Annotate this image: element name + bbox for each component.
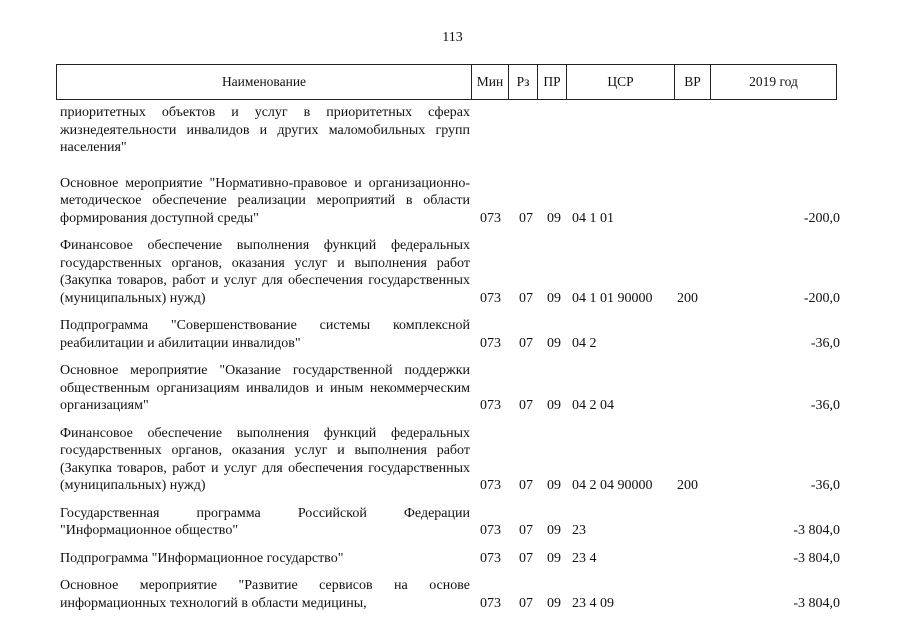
row-pr: 09 [547, 210, 561, 226]
row-min: 073 [480, 595, 501, 611]
row-pr: 09 [547, 478, 561, 493]
row-csr: 23 [572, 523, 586, 538]
page-number: 113 [442, 30, 463, 45]
table-row [60, 505, 840, 540]
row-pr: 09 [547, 595, 561, 611]
row-value: -3 804,0 [793, 595, 840, 611]
row-name: приоритетных объектов и услуг в приоритетных сферах жизнедеятельности инвалидов и других маломобильных групп населения" [60, 105, 470, 155]
row-value: -200,0 [803, 210, 840, 226]
table-row [60, 550, 840, 568]
row-pr: 09 [547, 290, 561, 306]
row-rz: 07 [519, 290, 533, 306]
table-body [60, 104, 840, 612]
row-vr: 200 [677, 478, 698, 493]
row-min: 073 [480, 398, 501, 413]
row-name: Государственная программа Российской Федерации "Информационное общество" [60, 505, 470, 538]
row-pr: 09 [547, 335, 561, 351]
row-csr: 04 2 [572, 335, 597, 351]
table-header [56, 64, 837, 100]
header-name: Наименование [57, 65, 472, 100]
row-min: 073 [480, 335, 501, 351]
row-value: -36,0 [810, 335, 840, 351]
header-vr: ВР [675, 65, 711, 100]
row-min: 073 [480, 550, 501, 566]
row-vr: 200 [677, 290, 698, 306]
row-name: Подпрограмма "Совершенствование системы комплексной реабилитации и абилитации инвалидов" [60, 318, 470, 351]
row-pr: 09 [547, 398, 561, 413]
row-pr: 09 [547, 550, 561, 566]
row-rz: 07 [519, 523, 533, 538]
header-rz: Рз [509, 65, 538, 100]
row-rz: 07 [519, 478, 533, 493]
row-min: 073 [480, 478, 501, 493]
row-csr: 04 2 04 [572, 398, 614, 413]
row-name: Основное мероприятие "Нормативно-правовое и организационно-методическое обеспечение реализации мероприятий в области формирования доступной среды" [60, 175, 470, 226]
row-value: -3 804,0 [793, 523, 840, 538]
row-rz: 07 [519, 550, 533, 566]
header-min: Мин [472, 65, 509, 100]
header-csr: ЦСР [567, 65, 675, 100]
table-row [60, 104, 840, 157]
row-name: Основное мероприятие "Оказание государственной поддержки общественным организациям инвалидов и иным некоммерческим организациям" [60, 363, 470, 413]
header-pr: ПР [538, 65, 567, 100]
row-pr: 09 [547, 523, 561, 538]
row-rz: 07 [519, 398, 533, 413]
row-name: Финансовое обеспечение выполнения функций федеральных государственных органов, оказания услуг и выполнения работ (Закупка товаров, работ и услуг для обеспечения государственных (муниципальных) нужд) [60, 238, 470, 306]
row-value: -36,0 [810, 398, 840, 413]
row-rz: 07 [519, 595, 533, 611]
row-rz: 07 [519, 210, 533, 226]
table-row [60, 577, 840, 612]
row-min: 073 [480, 290, 501, 306]
row-value: -36,0 [810, 478, 840, 493]
table-row [60, 425, 840, 495]
row-csr: 23 4 [572, 550, 597, 566]
row-value: -3 804,0 [793, 550, 840, 566]
row-csr: 04 1 01 90000 [572, 290, 653, 306]
row-name: Финансовое обеспечение выполнения функций федеральных государственных органов, оказания услуг и выполнения работ (Закупка товаров, работ и услуг для обеспечения государственных (муниципальных) нужд) [60, 425, 470, 493]
row-rz: 07 [519, 335, 533, 351]
row-csr: 23 4 09 [572, 595, 614, 611]
header-year: 2019 год [711, 65, 837, 100]
row-min: 073 [480, 523, 501, 538]
row-csr: 04 2 04 90000 [572, 478, 653, 493]
row-min: 073 [480, 210, 501, 226]
table-row [60, 175, 840, 228]
row-name: Подпрограмма "Информационное государство" [60, 550, 344, 566]
row-value: -200,0 [803, 290, 840, 306]
table-row [60, 317, 840, 352]
row-name: Основное мероприятие "Развитие сервисов на основе информационных технологий в области медицины, [60, 578, 470, 611]
row-csr: 04 1 01 [572, 210, 614, 226]
table-row [60, 237, 840, 307]
table-row [60, 362, 840, 415]
